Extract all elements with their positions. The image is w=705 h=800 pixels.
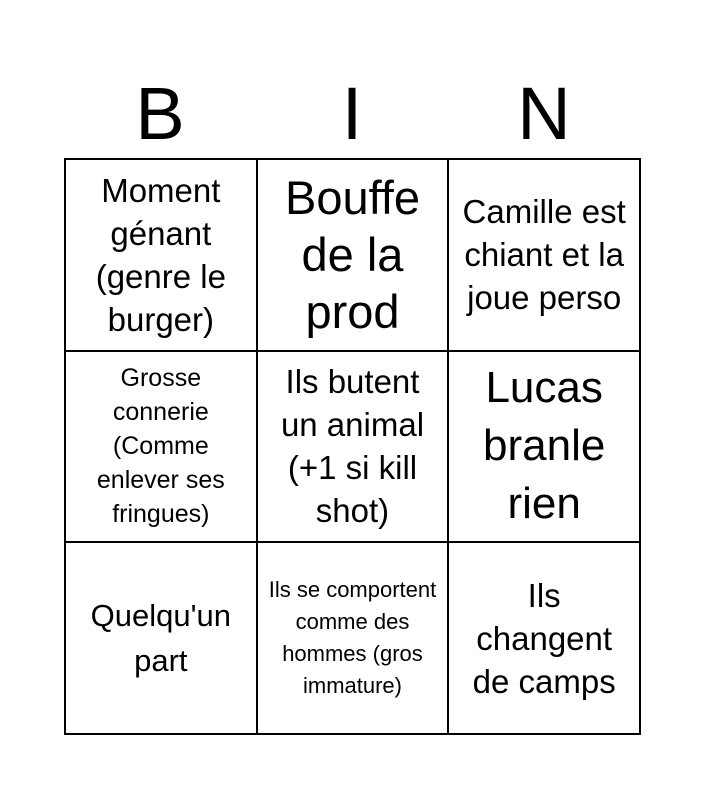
bingo-cell-text: Ils butent un animal (+1 si kill shot) <box>280 363 425 530</box>
header-letter-b: B <box>135 72 185 155</box>
bingo-cell-text: Camille est chiant et la joue perso <box>462 193 626 317</box>
bingo-cell-r3c1[interactable] <box>66 543 258 735</box>
bingo-cell-text: Ils changent de camps <box>472 576 616 700</box>
bingo-cell-text: Quelqu'un part <box>90 598 232 679</box>
bingo-cell-r1c3[interactable] <box>449 160 641 352</box>
bingo-cell-r2c1[interactable] <box>66 352 258 544</box>
bingo-cell-text: Bouffe de la prod <box>284 171 421 339</box>
bingo-cell-r1c2[interactable] <box>258 160 450 352</box>
bingo-cell-text: Grosse connerie (Comme enlever ses fringues) <box>96 364 225 529</box>
bingo-cell-r1c1[interactable] <box>66 160 258 352</box>
bingo-cell-text: Moment génant (genre le burger) <box>95 171 226 338</box>
bingo-board <box>64 158 641 735</box>
header-letter-n: N <box>517 72 571 155</box>
bingo-cell-r3c3[interactable] <box>449 543 641 735</box>
bingo-cell-text: Lucas branle rien <box>483 363 606 529</box>
header-letter-i: I <box>341 72 363 155</box>
bingo-cell-r2c3[interactable] <box>449 352 641 544</box>
bingo-cell-text: Ils se comportent comme des hommes (gros immature) <box>268 577 437 699</box>
bingo-cell-r3c2[interactable] <box>258 543 450 735</box>
bingo-header <box>64 70 641 158</box>
bingo-cell-r2c2[interactable] <box>258 352 450 544</box>
